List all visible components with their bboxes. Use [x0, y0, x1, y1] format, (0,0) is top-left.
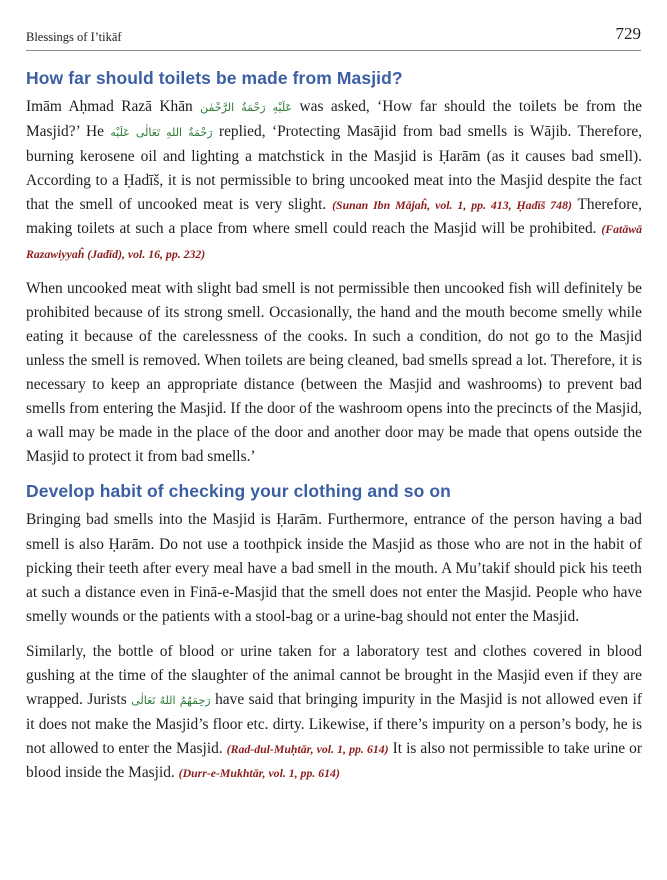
paragraph — [26, 95, 642, 266]
arabic-dua: رَحْمَةُ اللهِ تَعَالٰی عَلَيْه — [110, 126, 213, 140]
page-number: 729 — [615, 24, 641, 43]
arabic-dua: رَحِمَهُمُ اللهُ تَعَالٰی — [131, 694, 211, 708]
paragraph-text: Similarly, the bottle of blood or urine taken for a laboratory test and clothes covered in blood gushing at the time of the slaughter of the animal cannot be brought in the Masjid even if they are wrapped. Jurists — [26, 642, 642, 709]
paragraph-text: It is also not permissible to take urine or blood inside the Masjid. — [26, 740, 642, 782]
paragraph: Bringing bad smells into the Masjid is Ḥarām. Furthermore, entrance of the person having a bad smell is also Ḥarām. Do not use a toothpick inside the Masjid as those who are not in the habit of picking their teeth after every meal have a bad smell in the mouth. A Mu’takif should pick his teeth at such a distance even in Finā-e-Masjid that the smell does not enter the Masjid. People who have smelly wounds or the patients with a stool-bag or a urine-bag should not enter the Masjid. — [26, 511, 642, 625]
paragraph-text: have said that bringing impurity in the Masjid is not allowed even if it does not make the Masjid’s floor etc. dirty. Likewise, if there’s impurity on a person’s body, he is not allowed to enter the Masjid. — [26, 691, 642, 758]
page-content — [26, 68, 642, 785]
paragraph — [26, 640, 642, 786]
section-heading-toilets: How far should toilets be made from Masjid? — [26, 68, 403, 88]
citation: (Sunan Ibn Mājaĥ, vol. 1, pp. 413, Ḥadīš 748) — [332, 198, 572, 213]
citation: (Fatāwā Razawiyyaĥ (Jadīd), vol. 16, pp. 232) — [26, 222, 642, 261]
section-heading-clothing: Develop habit of checking your clothing and so on — [26, 481, 451, 502]
page-header — [26, 22, 641, 51]
paragraph-text: Therefore, making toilets at such a place from where smell could reach the Masjid will be prohibited. — [26, 196, 642, 238]
paragraph-text: was asked, ‘How far should the toilets be from the Masjid?’ He — [26, 98, 642, 141]
citation: (Rad-dul-Muḥtār, vol. 1, pp. 614) — [226, 742, 389, 757]
book-title: Blessings of I’tikāf — [26, 30, 122, 44]
paragraph: When uncooked meat with slight bad smell is not permissible then uncooked fish will definitely be prohibited because of its strong smell. Occasionally, the hand and the mouth become smelly while eating it because of the carelessness of the cooks. In such a condition, do not go to the Masjid unless the smell is removed. When toilets are being cleaned, bad smells spread a lot. Therefore, it is necessary to keep an appropriate distance (between the Masjid and washrooms) to prevent bad smells from entering the Masjid. If the door of the washroom opens into the precincts of the Masjid, a wall may be made in the place of the door and another door may be made that opens outside the Masjid to protect it from bad smells.’ — [26, 279, 642, 466]
paragraph-text: Imām Aḥmad Razā Khān — [26, 98, 193, 115]
paragraph-text: replied, ‘Protecting Masājid from bad smells is Wājib. Therefore, burning kerosene oil and lighting a matchstick in the Masjid is Ḥarām (as it causes bad smell). According to a Ḥadīš, it is not permissible to bring uncooked meat into the Masjid despite the fact that the smell of uncooked meat is very slight. — [26, 123, 642, 214]
arabic-dua: عَلَيْهِ رَحْمَةُ الرَّحْمٰن — [200, 101, 293, 114]
citation: (Durr-e-Mukhtār, vol. 1, pp. 614) — [178, 766, 340, 781]
